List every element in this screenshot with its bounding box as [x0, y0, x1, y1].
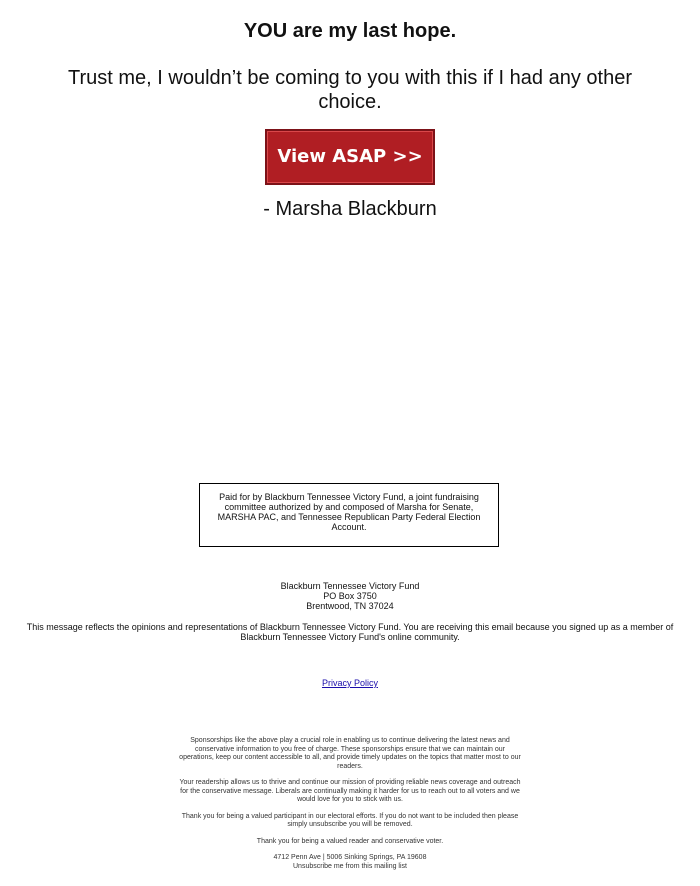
sponsorship-notice [178, 737, 522, 871]
sponsor-address-line: 4712 Penn Ave | 5006 Sinking Springs, PA 19608 [273, 854, 427, 861]
signature: - Marsha Blackburn [263, 198, 437, 220]
sponsor-paragraph-1: Sponsorships like the above play a crucial role in enabling us to continue delivering the latest news and conservative information to you free of charge. These sponsorships ensure that we can maintain our operations, keep our content accessible to all, and provide timely updates on the topics that matter most to our readers. [179, 737, 521, 770]
unsubscribe-link[interactable]: Unsubscribe me from this mailing list [293, 862, 407, 870]
address-org-name: Blackburn Tennessee Victory Fund [280, 581, 420, 591]
email-headline: YOU are my last hope. [243, 20, 457, 42]
cta-container [0, 129, 700, 185]
email-lead-text: Trust me, I wouldn’t be coming to you with this if I had any other choice. [68, 67, 632, 113]
mailing-address [0, 581, 700, 611]
privacy-section [0, 678, 700, 688]
sponsor-paragraph-4: Thank you for being a valued reader and conservative voter. [256, 837, 444, 845]
view-asap-button[interactable]: View ASAP >> [265, 129, 435, 185]
sponsor-paragraph-2: Your readership allows us to thrive and continue our mission of providing reliable news coverage and outreach for the conservative message. Liberals are continually making it harder for us to reach out to all voters and we would love for you to stick with us. [179, 779, 521, 803]
address-city: Brentwood, TN 37024 [306, 601, 394, 611]
privacy-policy-link[interactable]: Privacy Policy [321, 678, 378, 688]
sponsor-paragraph-3: Thank you for being a valued participant in our electoral efforts. If you do not want to be included then please simply unsubscribe you will be removed. [181, 812, 519, 828]
paid-for-disclaimer: Paid for by Blackburn Tennessee Victory Fund, a joint fundraising committee authorized by and composed of Marsha for Senate, MARSHA PAC, and Tennessee Republican Party Federal Election Account. [199, 483, 499, 547]
address-po-box: PO Box 3750 [323, 591, 377, 601]
message-reflects-notice: This message reflects the opinions and representations of Blackburn Tennessee Victory Fund. You are receiving this email because you signed up as a member of Blackburn Tennessee Victory Fund's online community. [26, 622, 674, 642]
